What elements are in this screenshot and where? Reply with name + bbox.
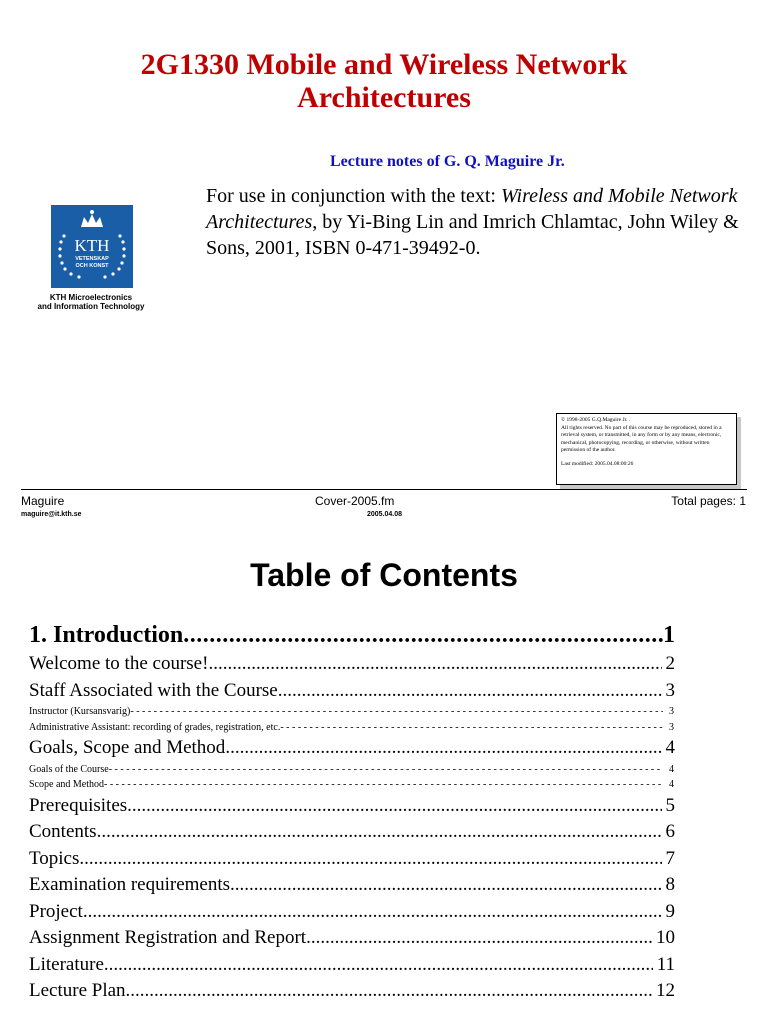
table-of-contents: [29, 619, 675, 1005]
toc-entry-label: Examination requirements: [29, 874, 231, 895]
toc-leader: [126, 978, 652, 1005]
textbook-reference-suffix: , by Yi-Bing Lin and Imrich Chlamtac, John Wiley & Sons, 2001, ISBN 0-471-39492-0.: [206, 211, 739, 259]
toc-leader: [278, 678, 662, 705]
toc-entry-label: Instructor (Kursansvarig): [29, 706, 131, 717]
toc-entry[interactable]: [29, 735, 675, 762]
toc-entry[interactable]: [29, 872, 675, 899]
toc-entry[interactable]: [29, 978, 675, 1005]
toc-entry-label: Welcome to the course!: [29, 653, 209, 674]
toc-entry-page: 3: [665, 679, 675, 701]
kth-subtext-2: OCH KONST: [75, 263, 109, 269]
toc-entry[interactable]: [29, 651, 675, 678]
toc-entry-label: Prerequisites: [29, 794, 128, 816]
toc-entry[interactable]: [29, 846, 675, 873]
footer-author: Maguire: [21, 494, 65, 508]
copyright-rights: All rights reserved. No part of this course may be reproduced, stored in a retrieval system, or transmitted, in any form or by any means, electronic, mechanical, photocopying, recording, or otherwise, without written permission of the author.: [561, 424, 722, 454]
toc-leader: [208, 651, 661, 678]
toc-entry-label: Staff Associated with the Course: [29, 679, 278, 701]
footer-divider: [21, 489, 747, 490]
toc-subentry[interactable]: [29, 777, 675, 793]
toc-entry-page: 3: [669, 721, 674, 733]
toc-leader: [280, 720, 663, 736]
toc-entry-label: Goals, Scope and Method: [29, 737, 226, 758]
toc-entry-label: Literature: [29, 953, 104, 975]
kth-logo: [51, 205, 133, 288]
toc-entry-page: 4: [665, 737, 675, 758]
last-modified: Last modified: 2005.04.08:00:26: [561, 460, 634, 467]
toc-leader: [306, 925, 652, 952]
toc-entry-page: 9: [665, 900, 675, 922]
toc-entry-label: Administrative Assistant: recording of grades, registration, etc.: [29, 721, 281, 733]
toc-entry[interactable]: [29, 925, 675, 952]
footer-filename: Cover-2005.fm: [315, 494, 395, 508]
toc-leader: [130, 704, 663, 720]
toc-entry[interactable]: [29, 952, 675, 979]
toc-entry-label: Goals of the Course: [29, 763, 109, 775]
kth-subtext-1: VETENSKAP: [75, 256, 109, 262]
footer-email[interactable]: maguire@it.kth.se: [21, 511, 82, 518]
toc-entry-page: 4: [669, 763, 674, 775]
toc-entry[interactable]: [29, 678, 675, 705]
logo-caption-line: and Information Technology: [37, 302, 145, 311]
footer-total-pages: Total pages: 1: [671, 494, 746, 508]
toc-entry-page: 8: [665, 874, 675, 895]
copyright-notice: [556, 413, 737, 485]
toc-entry-label: Project: [29, 900, 83, 922]
toc-leader: [104, 777, 663, 793]
toc-leader: [127, 793, 661, 820]
course-title: 2G1330 Mobile and Wireless Network Architectures: [140, 48, 628, 114]
copyright-line: © 1998-2005 G.Q.Maguire Jr. .: [561, 417, 631, 423]
toc-heading: Table of Contents: [250, 557, 518, 593]
toc-entry-page: 5: [665, 794, 675, 816]
toc-entry-page: 6: [665, 821, 675, 842]
toc-leader: [183, 619, 663, 651]
logo-caption-line: KTH Microelectronics: [49, 293, 133, 302]
toc-entry[interactable]: [29, 899, 675, 926]
logo-caption: [16, 293, 166, 311]
toc-entry-page: 3: [669, 706, 674, 717]
kth-wordmark: KTH: [74, 236, 110, 255]
toc-entry[interactable]: [29, 793, 675, 820]
toc-entry-label: Topics: [29, 847, 80, 869]
toc-entry[interactable]: [29, 619, 675, 651]
toc-leader: [225, 735, 661, 762]
toc-entry-page: 12: [656, 980, 675, 1001]
toc-entry[interactable]: [29, 819, 675, 846]
toc-entry-label: Lecture Plan: [29, 980, 126, 1001]
toc-leader: [83, 899, 662, 926]
footer-date: 2005.04.08: [367, 511, 403, 518]
toc-entry-page: 7: [665, 847, 675, 869]
toc-subentry[interactable]: [29, 762, 675, 778]
toc-leader: [104, 952, 653, 979]
lecture-notes-author: Lecture notes of G. Q. Maguire Jr.: [330, 153, 565, 170]
textbook-reference-prefix: For use in conjunction with the text:: [206, 185, 501, 207]
toc-leader: [97, 819, 662, 846]
textbook-reference: [206, 183, 746, 261]
toc-entry-label: Scope and Method: [29, 779, 104, 790]
toc-entry-page: 1: [663, 622, 675, 648]
toc-leader: [109, 762, 663, 778]
toc-entry-page: 4: [669, 779, 674, 790]
toc-entry-label: Contents: [29, 821, 97, 842]
toc-leader: [230, 872, 661, 899]
toc-entry-page: 11: [656, 953, 675, 975]
toc-entry-label: Assignment Registration and Report: [29, 927, 307, 948]
toc-subentry[interactable]: [29, 720, 675, 736]
toc-entry-label: 1. Introduction: [29, 622, 184, 648]
toc-entry-page: 10: [656, 927, 675, 948]
toc-entry-page: 2: [665, 653, 675, 674]
toc-leader: [79, 846, 661, 873]
toc-subentry[interactable]: [29, 704, 675, 720]
textbook-title: Wireless and Mobile Network Architectures: [206, 185, 738, 233]
